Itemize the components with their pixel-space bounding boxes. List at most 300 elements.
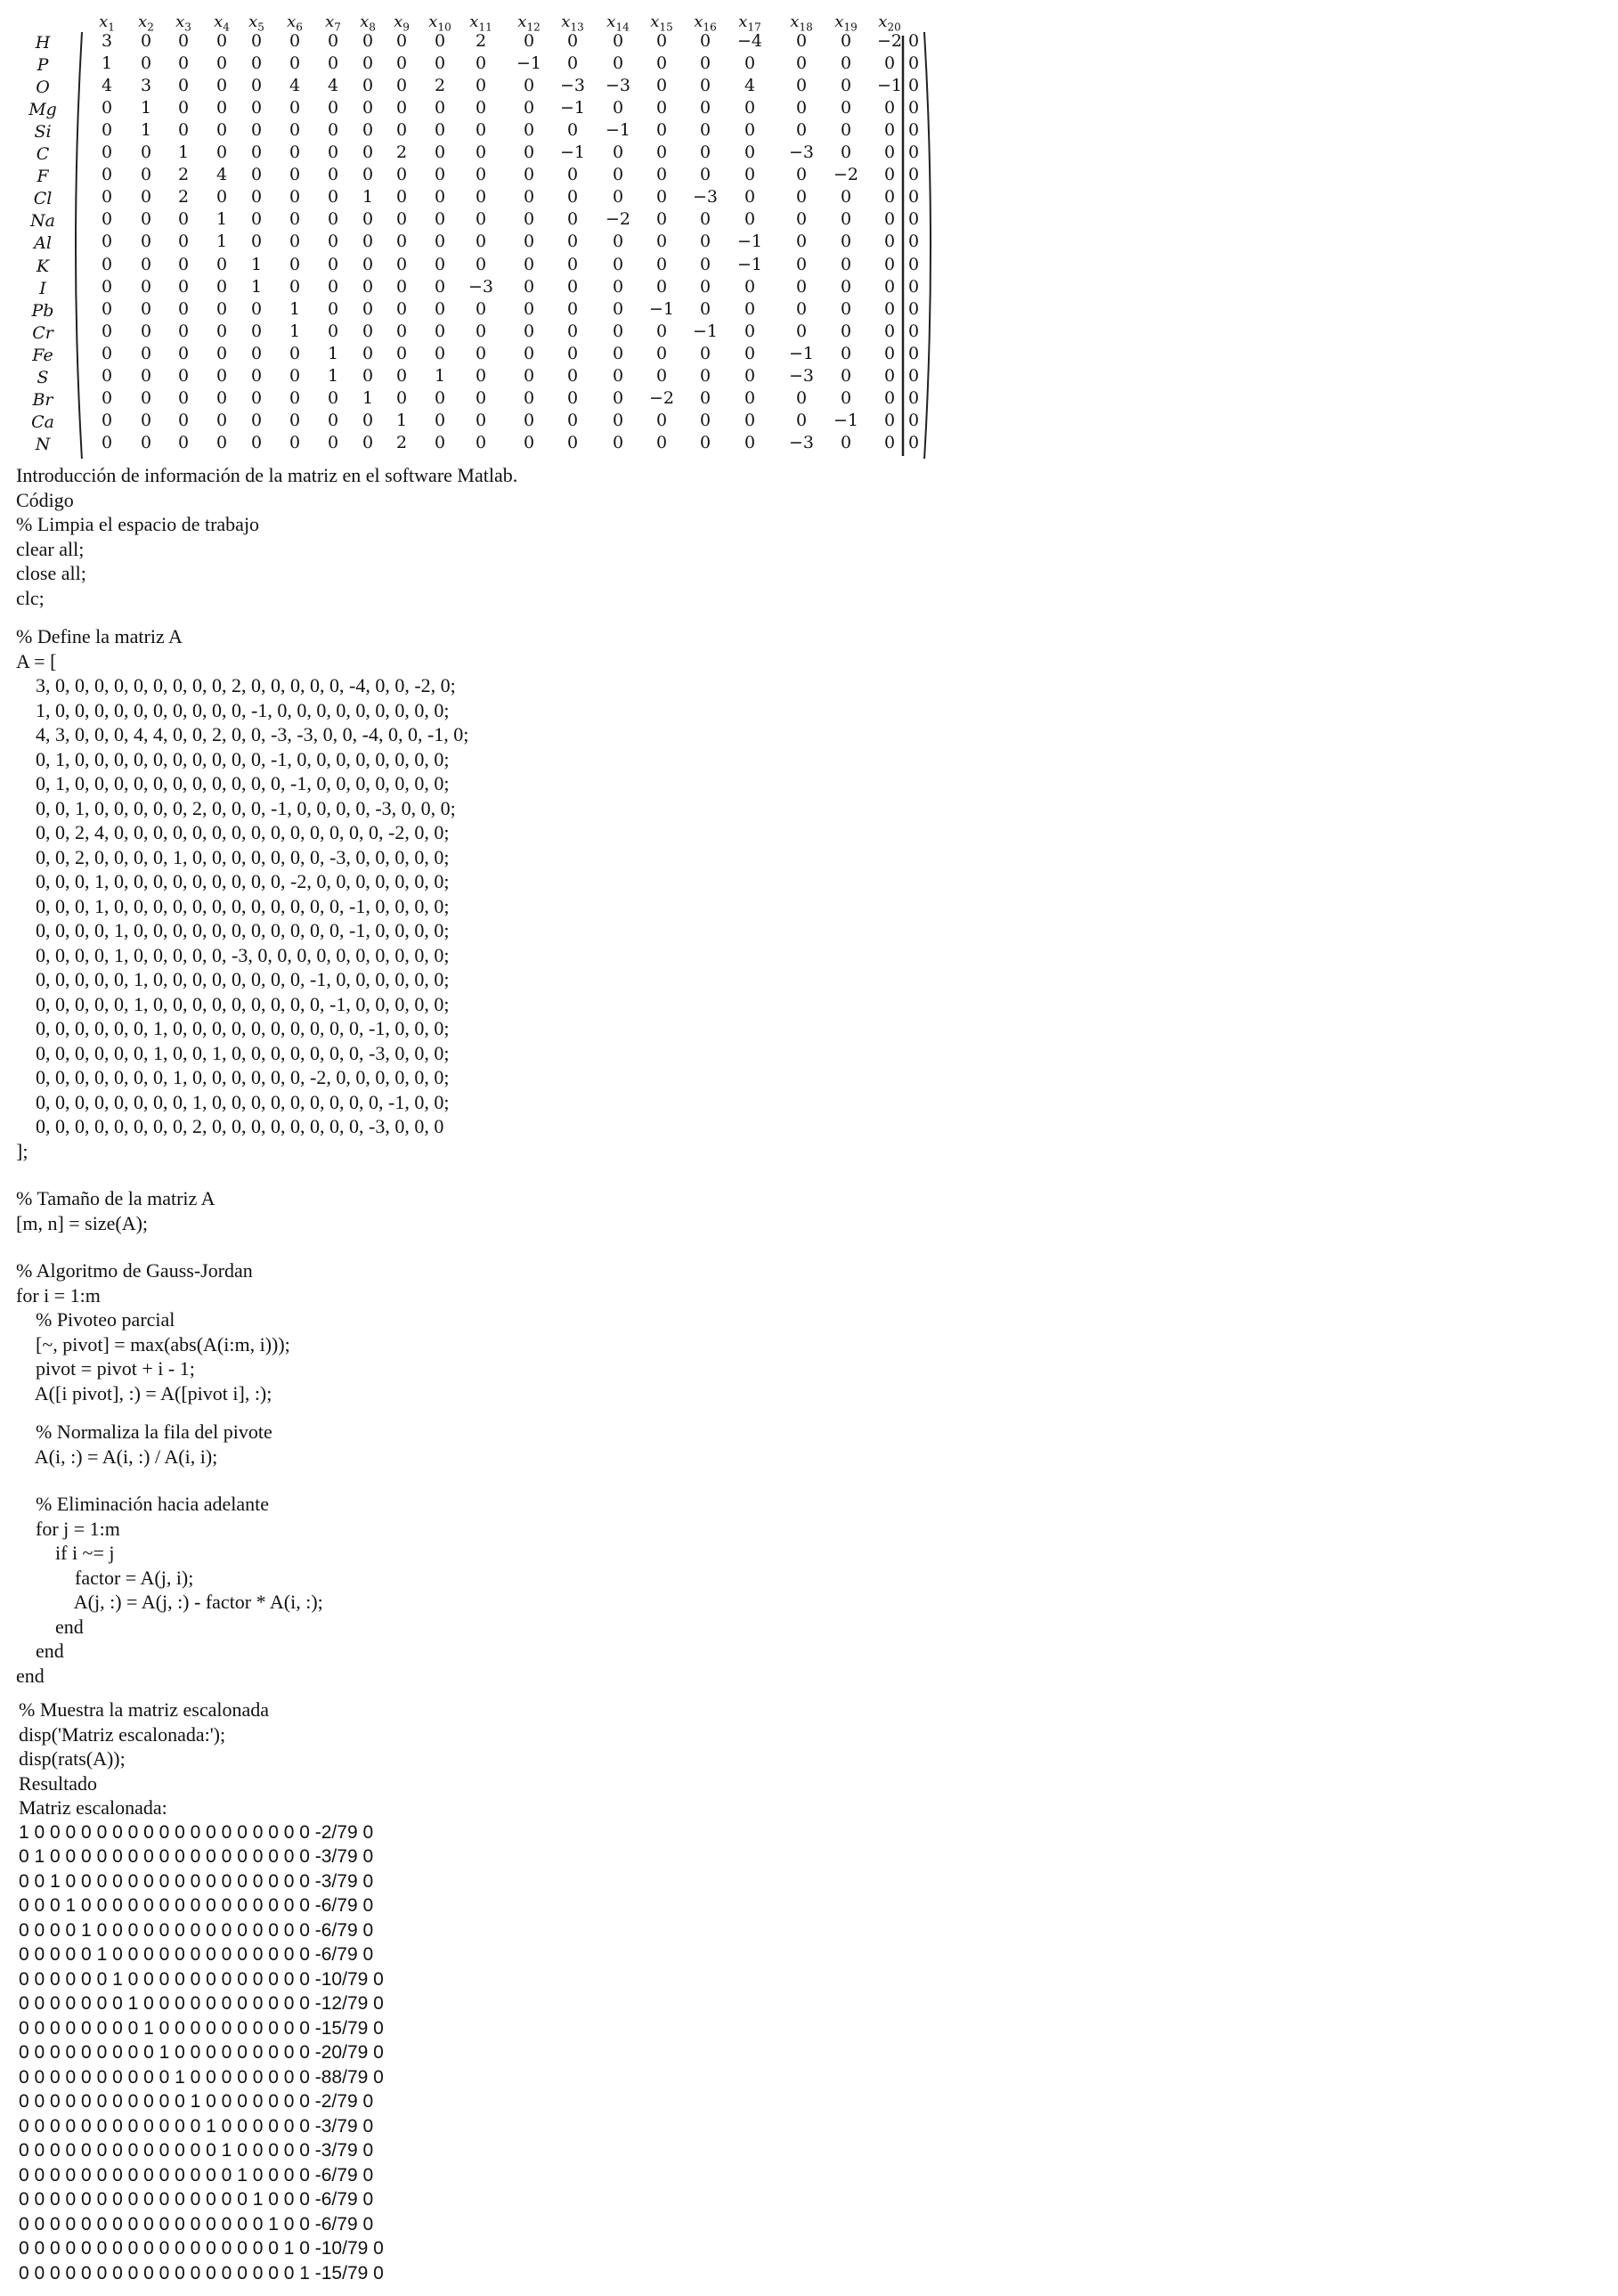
code-block-normalize — [16, 1420, 1040, 1469]
matrix-cell: 0 — [140, 187, 152, 208]
code-line: for i = 1:m — [16, 1283, 101, 1307]
header-variable: x — [517, 12, 527, 31]
matrix-cell: 0 — [523, 120, 535, 141]
matrix-cell: 0 — [101, 276, 113, 297]
matrix-cell: 0 — [523, 165, 535, 185]
matrix-cell: 3 — [140, 76, 152, 96]
matrix-cell: 0 — [475, 365, 487, 386]
code-line: A = [ — [16, 649, 57, 672]
matrix-cell: 0 — [215, 365, 228, 386]
augmented-cell: 0 — [907, 365, 920, 386]
matrix-cell: 0 — [566, 187, 579, 208]
result-row: 0 0 0 0 0 0 0 0 0 0 0 0 0 1 0 0 0 0 0 -3/79 0 — [19, 2140, 374, 2161]
matrix-cell: 0 — [699, 98, 711, 118]
result-row: 0 0 0 0 0 0 0 0 0 0 0 0 0 0 0 0 0 0 1 -15/79 0 — [19, 2262, 384, 2284]
matrix-cell: 0 — [523, 76, 535, 96]
matrix-cell: 0 — [655, 76, 668, 96]
matrix-cell: 2 — [395, 432, 408, 452]
code-line: 0, 0, 0, 0, 0, 1, 0, 0, 0, 0, 0, 0, 0, 0, -1, 0, 0, 0, 0, 0, 0; — [16, 968, 450, 990]
matrix-cell: 0 — [883, 209, 896, 230]
result-row: 0 0 0 0 0 0 1 0 0 0 0 0 0 0 0 0 0 0 0 -10/79 0 — [19, 1968, 384, 1990]
matrix-cell: 4 — [101, 76, 113, 96]
matrix-cell: 0 — [744, 98, 756, 118]
matrix-cell: 0 — [523, 387, 535, 408]
header-variable: x — [99, 12, 109, 31]
matrix-cell: 0 — [523, 187, 535, 208]
matrix-cell: 0 — [140, 387, 152, 408]
matrix-cell: 0 — [140, 165, 152, 185]
matrix-cell: 0 — [840, 298, 852, 319]
matrix-cell: 0 — [699, 232, 711, 252]
code-line: % Define la matriz A — [16, 625, 183, 647]
matrix-cell: 0 — [140, 209, 152, 230]
matrix-cell: 0 — [250, 53, 263, 74]
matrix-cell: 0 — [101, 165, 113, 185]
matrix-cell: 0 — [523, 31, 535, 51]
matrix-cell: 0 — [795, 98, 808, 118]
matrix-cell: 0 — [566, 232, 579, 252]
matrix-cell: −3 — [788, 142, 814, 163]
matrix-cell: 0 — [434, 432, 446, 452]
matrix-cell: 0 — [289, 365, 301, 386]
matrix-cell: 0 — [289, 142, 301, 163]
row-label: Si — [34, 122, 52, 142]
matrix-cell: 0 — [883, 53, 896, 74]
matrix-cell: 0 — [327, 276, 339, 297]
matrix-cell: 0 — [327, 187, 339, 208]
code-line: end — [16, 1615, 84, 1638]
matrix-cell: 0 — [250, 165, 263, 185]
matrix-cell: 0 — [840, 432, 852, 452]
code-line: % Muestra la matriz escalonada — [19, 1698, 269, 1721]
header-index: 13 — [570, 20, 584, 34]
matrix-cell: 2 — [395, 142, 408, 163]
matrix-cell: 0 — [566, 165, 579, 185]
matrix-cell: 0 — [744, 410, 756, 430]
matrix-cell: 0 — [327, 410, 339, 430]
matrix-cell: 0 — [101, 232, 113, 252]
matrix-cell: 0 — [362, 254, 374, 274]
matrix-cell: −2 — [833, 165, 858, 185]
matrix-cell: 0 — [699, 209, 711, 230]
matrix-cell: 0 — [289, 410, 301, 430]
code-line: 0, 0, 0, 0, 0, 0, 0, 1, 0, 0, 0, 0, 0, 0, -2, 0, 0, 0, 0, 0, 0; — [16, 1066, 450, 1088]
matrix-cell: 0 — [744, 432, 756, 452]
matrix-cell: 0 — [883, 387, 896, 408]
matrix-cell: 0 — [327, 98, 339, 118]
matrix-cell: 0 — [883, 142, 896, 163]
matrix-cell: 0 — [362, 232, 374, 252]
matrix-cell: 0 — [699, 365, 711, 386]
matrix-cell: 1 — [362, 187, 374, 208]
header-index: 9 — [402, 20, 410, 34]
matrix-cell: 0 — [699, 120, 711, 141]
matrix-cell: 0 — [434, 209, 446, 230]
matrix-cell: 0 — [289, 98, 301, 118]
matrix-cell: 0 — [475, 321, 487, 341]
matrix-cell: 0 — [327, 120, 339, 141]
code-line: 0, 1, 0, 0, 0, 0, 0, 0, 0, 0, 0, 0, -1, 0, 0, 0, 0, 0, 0, 0, 0; — [16, 747, 450, 770]
matrix-cell: 0 — [289, 343, 301, 363]
augmented-cell: 0 — [907, 53, 920, 74]
matrix-cell: 0 — [215, 321, 228, 341]
matrix-cell: 0 — [177, 298, 190, 319]
matrix-cell: 0 — [883, 298, 896, 319]
matrix-cell: 0 — [475, 410, 487, 430]
matrix-cell: 0 — [840, 254, 852, 274]
matrix-cell: 0 — [612, 432, 624, 452]
matrix-cell: 0 — [883, 432, 896, 452]
matrix-cell: 0 — [101, 432, 113, 452]
row-label: S — [37, 367, 49, 387]
code-line: % Pivoteo parcial — [16, 1308, 175, 1331]
matrix-cell: 0 — [612, 232, 624, 252]
matrix-cell: 0 — [744, 142, 756, 163]
code-line: [m, n] = size(A); — [16, 1211, 149, 1234]
result-row: 0 0 0 0 0 0 0 0 0 0 0 1 0 0 0 0 0 0 0 -2/79 0 — [19, 2091, 374, 2112]
matrix-cell: 0 — [699, 254, 711, 274]
row-label: P — [37, 55, 49, 76]
matrix-cell: 0 — [434, 298, 446, 319]
matrix-cell: 0 — [177, 432, 190, 452]
matrix-cell: 0 — [795, 254, 808, 274]
matrix-cell: 0 — [475, 298, 487, 319]
matrix-cell: 0 — [215, 254, 228, 274]
row-label: Cl — [33, 189, 53, 209]
code-line: 0, 0, 0, 0, 0, 0, 1, 0, 0, 1, 0, 0, 0, 0, 0, 0, 0, -3, 0, 0, 0; — [16, 1041, 450, 1064]
matrix-cell: 0 — [434, 343, 446, 363]
matrix-cell: −2 — [648, 387, 674, 408]
matrix-cell: 0 — [566, 53, 579, 74]
matrix-cell: 0 — [655, 232, 668, 252]
matrix-cell: 0 — [395, 209, 408, 230]
matrix-cell: 0 — [795, 298, 808, 319]
matrix-cell: 0 — [140, 254, 152, 274]
code-line: Matriz escalonada: — [19, 1796, 167, 1819]
header-variable: x — [138, 12, 148, 31]
header-index: 12 — [526, 20, 541, 34]
matrix-cell: 0 — [475, 209, 487, 230]
matrix-cell: 0 — [523, 432, 535, 452]
matrix-cell: 0 — [177, 98, 190, 118]
matrix-cell: 0 — [744, 209, 756, 230]
matrix-cell: 0 — [215, 76, 228, 96]
matrix-cell: 0 — [395, 165, 408, 185]
code-line: clc; — [16, 586, 45, 609]
matrix-cell: 0 — [434, 187, 446, 208]
matrix-cell: 0 — [840, 321, 852, 341]
matrix-cell: 0 — [289, 432, 301, 452]
header-variable: x — [428, 12, 438, 31]
matrix-cell: 0 — [395, 321, 408, 341]
matrix-cell: −1 — [559, 98, 585, 118]
header-index: 3 — [184, 20, 191, 34]
matrix-cell: −1 — [736, 232, 762, 252]
matrix-cell: 0 — [250, 187, 263, 208]
header-index: 5 — [257, 20, 264, 34]
matrix-cell: 0 — [795, 209, 808, 230]
row-label: I — [39, 278, 46, 298]
matrix-cell: 0 — [215, 120, 228, 141]
matrix-cell: 0 — [566, 276, 579, 297]
matrix-cell: 3 — [101, 31, 113, 51]
matrix-cell: 0 — [612, 165, 624, 185]
result-row: 0 0 0 1 0 0 0 0 0 0 0 0 0 0 0 0 0 0 0 -6/79 0 — [19, 1895, 374, 1916]
matrix-cell: 0 — [215, 187, 228, 208]
header-variable: x — [650, 12, 660, 31]
matrix-cell: 0 — [177, 276, 190, 297]
augmented-cell: 0 — [907, 142, 920, 163]
matrix-cell: 0 — [566, 321, 579, 341]
intro-text: Introducción de información de la matriz en el software Matlab. — [16, 464, 518, 486]
matrix-cell: 0 — [395, 343, 408, 363]
matrix-cell: 0 — [523, 298, 535, 319]
matrix-cell: 0 — [840, 53, 852, 74]
result-row: 0 0 0 0 1 0 0 0 0 0 0 0 0 0 0 0 0 0 0 -6/79 0 — [19, 1919, 374, 1941]
matrix-cell: 0 — [362, 343, 374, 363]
augmented-cell: 0 — [907, 76, 920, 96]
matrix-cell: 0 — [795, 321, 808, 341]
matrix-cell: 0 — [883, 232, 896, 252]
matrix-cell: 0 — [883, 98, 896, 118]
matrix-cell: 0 — [699, 432, 711, 452]
matrix-cell: 0 — [699, 53, 711, 74]
code-heading: Código — [16, 488, 74, 511]
matrix-cell: 0 — [434, 232, 446, 252]
matrix-cell: 0 — [215, 410, 228, 430]
matrix-cell: 0 — [362, 410, 374, 430]
matrix-cell: 0 — [840, 76, 852, 96]
matrix-cell: 0 — [101, 387, 113, 408]
row-label: Cr — [32, 322, 53, 343]
row-label: Ca — [31, 411, 54, 432]
augmented-cell: 0 — [907, 432, 920, 452]
matrix-cell: 0 — [250, 432, 263, 452]
row-label: H — [35, 33, 51, 53]
header-index: 20 — [887, 20, 901, 34]
matrix-cell: 0 — [795, 232, 808, 252]
matrix-cell: 0 — [744, 343, 756, 363]
matrix-cell: 2 — [177, 187, 190, 208]
matrix-cell: 0 — [655, 321, 668, 341]
matrix-cell: 4 — [215, 165, 228, 185]
code-line: 0, 0, 0, 1, 0, 0, 0, 0, 0, 0, 0, 0, 0, -2, 0, 0, 0, 0, 0, 0, 0; — [16, 870, 450, 892]
matrix-cell: 0 — [612, 98, 624, 118]
header-variable: x — [175, 12, 185, 31]
header-index: 10 — [437, 20, 451, 34]
header-index: 18 — [799, 20, 813, 34]
matrix-cell: 0 — [434, 98, 446, 118]
matrix-cell: 0 — [795, 165, 808, 185]
augmented-cell: 0 — [907, 276, 920, 297]
matrix-cell: 0 — [362, 209, 374, 230]
matrix-cell: 0 — [655, 254, 668, 274]
matrix-cell: 0 — [395, 276, 408, 297]
matrix-cell: 0 — [140, 53, 152, 74]
matrix-cell: 0 — [362, 165, 374, 185]
header-variable: x — [834, 12, 844, 31]
row-label: Fe — [32, 345, 53, 365]
matrix-cell: 0 — [289, 165, 301, 185]
matrix-cell: 0 — [362, 98, 374, 118]
matrix-cell: 2 — [434, 76, 446, 96]
matrix-cell: 0 — [475, 120, 487, 141]
matrix-cell: −1 — [736, 254, 762, 274]
matrix-cell: 0 — [101, 298, 113, 319]
matrix-cell: 0 — [612, 31, 624, 51]
matrix-cell: 0 — [655, 120, 668, 141]
code-block-gauss-jordan — [16, 1258, 1040, 1405]
matrix-cell: 0 — [566, 387, 579, 408]
header-index: 15 — [659, 20, 673, 34]
augmented-cell: 0 — [907, 254, 920, 274]
matrix-cell: 1 — [177, 142, 190, 163]
matrix-cell: −4 — [736, 31, 762, 51]
matrix-cell: 0 — [395, 120, 408, 141]
matrix-cell: 0 — [655, 53, 668, 74]
matrix-cell: 0 — [101, 120, 113, 141]
matrix-cell: 0 — [840, 98, 852, 118]
matrix-cell: 0 — [362, 76, 374, 96]
matrix-cell: 0 — [523, 98, 535, 118]
row-label: Br — [32, 389, 53, 410]
matrix-cell: 0 — [215, 142, 228, 163]
header-variable: x — [606, 12, 616, 31]
header-index: 17 — [747, 20, 761, 34]
matrix-cell: 0 — [566, 254, 579, 274]
matrix-cell: 4 — [327, 76, 339, 96]
matrix-cell: 0 — [250, 98, 263, 118]
matrix-cell: 0 — [475, 187, 487, 208]
matrix-cell: 0 — [250, 410, 263, 430]
header-variable: x — [790, 12, 800, 31]
header-variable: x — [360, 12, 370, 31]
matrix-cell: 1 — [395, 410, 408, 430]
header-variable: x — [561, 12, 571, 31]
matrix-cell: 0 — [566, 209, 579, 230]
matrix-cell: 1 — [289, 298, 301, 319]
code-line: A([i pivot], :) = A([pivot i], :); — [16, 1381, 272, 1404]
matrix-cell: 1 — [362, 387, 374, 408]
code-line: 0, 0, 1, 0, 0, 0, 0, 0, 2, 0, 0, 0, -1, 0, 0, 0, 0, -3, 0, 0, 0; — [16, 796, 456, 819]
matrix-cell: 0 — [523, 410, 535, 430]
matrix-cell: −2 — [605, 209, 630, 230]
header-variable: x — [394, 12, 403, 31]
matrix-cell: 0 — [177, 209, 190, 230]
matrix-cell: 0 — [566, 31, 579, 51]
matrix-cell: 0 — [101, 343, 113, 363]
matrix-cell: 0 — [140, 432, 152, 452]
row-label: C — [36, 144, 50, 165]
matrix-cell: 0 — [215, 387, 228, 408]
matrix-cell: 0 — [215, 53, 228, 74]
matrix-cell: 0 — [215, 343, 228, 363]
augmented-cell: 0 — [907, 120, 920, 141]
matrix-cell: 0 — [140, 410, 152, 430]
matrix-cell: 0 — [744, 387, 756, 408]
matrix-cell: 0 — [395, 254, 408, 274]
matrix-cell: 0 — [177, 321, 190, 341]
matrix-cell: 0 — [744, 120, 756, 141]
matrix-cell: 0 — [566, 120, 579, 141]
matrix-cell: 0 — [795, 276, 808, 297]
result-row: 0 0 0 0 0 0 0 0 0 1 0 0 0 0 0 0 0 0 0 -20/79 0 — [19, 2042, 384, 2063]
matrix-cell: −1 — [559, 142, 585, 163]
matrix-cell: 0 — [140, 232, 152, 252]
result-row: 0 0 0 0 0 0 0 0 0 0 0 0 1 0 0 0 0 0 0 -3/79 0 — [19, 2115, 374, 2137]
matrix-cell: 0 — [655, 165, 668, 185]
augmented-cell: 0 — [907, 31, 920, 51]
matrix-cell: 0 — [744, 365, 756, 386]
matrix-cell: 0 — [250, 120, 263, 141]
row-label: F — [37, 167, 49, 187]
augmented-matrix — [0, 0, 962, 459]
matrix-cell: 0 — [840, 209, 852, 230]
matrix-cell: 0 — [523, 365, 535, 386]
matrix-cell: 0 — [289, 31, 301, 51]
matrix-cell: −3 — [788, 365, 814, 386]
matrix-cell: 0 — [475, 165, 487, 185]
matrix-cell: 0 — [655, 365, 668, 386]
matrix-cell: 1 — [289, 321, 301, 341]
code-line: factor = A(j, i); — [16, 1566, 194, 1589]
matrix-cell: 0 — [434, 254, 446, 274]
augmented-cell: 0 — [907, 410, 920, 430]
code-line: end — [16, 1640, 64, 1662]
matrix-cell: 0 — [362, 276, 374, 297]
header-variable: x — [248, 12, 258, 31]
header-index: 6 — [296, 20, 303, 34]
matrix-cell: 0 — [327, 387, 339, 408]
matrix-cell: −1 — [833, 410, 858, 430]
matrix-cell: 0 — [744, 298, 756, 319]
matrix-cell: 0 — [434, 142, 446, 163]
matrix-cell: 0 — [362, 142, 374, 163]
result-row: 0 0 0 0 0 0 0 0 0 0 0 0 0 0 0 0 1 0 0 -6/79 0 — [19, 2213, 374, 2235]
code-line: 0, 0, 0, 1, 0, 0, 0, 0, 0, 0, 0, 0, 0, 0, 0, 0, -1, 0, 0, 0, 0; — [16, 894, 450, 917]
matrix-cell: 0 — [744, 187, 756, 208]
matrix-cell: 0 — [655, 410, 668, 430]
code-block-size — [16, 1186, 1040, 1235]
matrix-cell: −1 — [692, 321, 718, 341]
matrix-cell: 2 — [177, 165, 190, 185]
row-label: Pb — [31, 300, 54, 321]
matrix-cell: 0 — [434, 276, 446, 297]
row-label: N — [35, 434, 51, 454]
code-line: 0, 0, 0, 0, 0, 0, 0, 0, 2, 0, 0, 0, 0, 0, 0, 0, 0, -3, 0, 0, 0 — [16, 1115, 444, 1137]
matrix-cell: 0 — [327, 321, 339, 341]
code-line: 0, 0, 2, 4, 0, 0, 0, 0, 0, 0, 0, 0, 0, 0, 0, 0, 0, 0, -2, 0, 0; — [16, 821, 450, 843]
matrix-cell: 0 — [362, 432, 374, 452]
matrix-cell: 0 — [744, 276, 756, 297]
matrix-cell: 0 — [699, 387, 711, 408]
matrix-cell: 0 — [289, 387, 301, 408]
matrix-cell: 0 — [795, 410, 808, 430]
row-label: Na — [30, 211, 55, 232]
augmented-cell: 0 — [907, 209, 920, 230]
matrix-cell: 0 — [566, 343, 579, 363]
matrix-cell: 0 — [523, 142, 535, 163]
code-line: 0, 0, 0, 0, 0, 0, 1, 0, 0, 0, 0, 0, 0, 0, 0, 0, 0, -1, 0, 0, 0; — [16, 1017, 450, 1039]
matrix-cell: 0 — [327, 432, 339, 452]
header-variable: x — [469, 12, 479, 31]
result-row: 0 1 0 0 0 0 0 0 0 0 0 0 0 0 0 0 0 0 0 -3/79 0 — [19, 1846, 374, 1867]
matrix-cell: 0 — [566, 410, 579, 430]
matrix-cell: 0 — [177, 387, 190, 408]
matrix-cell: 0 — [840, 187, 852, 208]
matrix-cell: 0 — [434, 321, 446, 341]
matrix-cell: 0 — [612, 254, 624, 274]
